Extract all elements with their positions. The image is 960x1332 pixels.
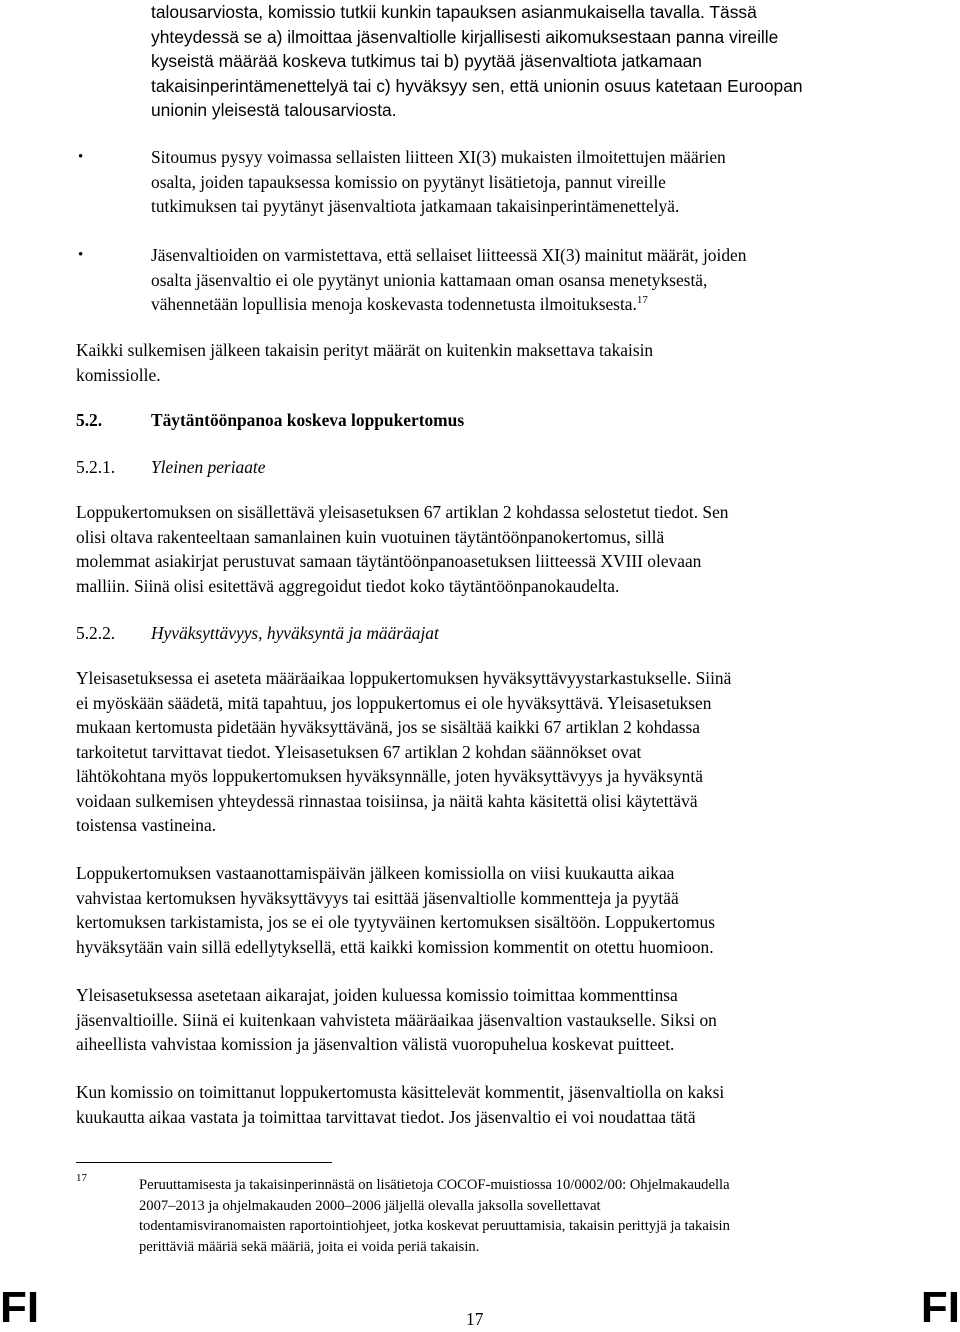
page-number: 17 [466,1309,484,1329]
bullet-line: Jäsenvaltioiden on varmistettava, että sellaiset liitteessä XI(3) mainitut määrät, joiden [151,245,747,265]
paragraph-line: Yleisasetuksessa ei aseteta määräaikaa loppukertomuksen hyväksyttävyystarkastukselle. Siinä [76,668,732,688]
intro-paragraph [151,0,885,123]
paragraph-line: Kaikki sulkemisen jälkeen takaisin perityt määrät on kuitenkin maksettava takaisin [76,340,654,360]
bullet-line: Sitoumus pysyy voimassa sellaisten liitteen XI(3) mukaisten ilmoitettujen määrien [151,147,726,167]
acceptability-paragraph [76,666,886,838]
footnote-text [139,1175,885,1257]
footnote-line: Peruuttamisesta ja takaisinperinnästä on lisätietoja COCOF-muistiossa 10/0002/00: Ohjelmakaudella [139,1177,730,1193]
section-number: 5.2.1. [76,457,116,477]
footnote-line: perittäviä määriä sekä määriä, joita ei voida periä takaisin. [139,1238,480,1255]
bullet-line: tutkimuksen tai pyytänyt jäsenvaltiota jatkamaan takaisinperintämenettelyä. [151,196,680,216]
paragraph-line: jäsenvaltioille. Siinä ei kuitenkaan vahvisteta määräaikaa jäsenvaltion vastaukselle. Siksi on [76,1009,717,1030]
final-report-paragraph [76,500,886,598]
paragraph-line: Loppukertomuksen vastaanottamispäivän jälkeen komissiolla on viisi kuukautta aikaa [76,863,675,883]
response-paragraph [76,1080,886,1129]
bullet-line: osalta jäsenvaltio ei ole pyytänyt unionia kattamaan oman osansa menetyksestä, [151,269,708,290]
paragraph-line: komissiolle. [76,364,161,385]
section-title: Hyväksyttävyys, hyväksyntä ja määräajat [151,623,439,643]
deadline-paragraph [76,861,886,959]
time-limits-paragraph [76,983,886,1057]
recovered-amounts-paragraph [76,338,886,387]
bullet-icon: • [78,247,84,263]
paragraph-line: Loppukertomuksen on sisällettävä yleisasetuksen 67 artiklan 2 kohdassa selostetut tiedot. Sen [76,502,729,522]
footnote-reference[interactable]: 17 [636,294,648,307]
paragraph-line: Kun komissio on toimittanut loppukertomusta käsittelevät kommentit, jäsenvaltiolla on kaksi [76,1082,725,1102]
paragraph-line: olisi oltava rakenteeltaan samanlainen kuin vuotuinen täytäntöönpanokertomus, sillä [76,526,665,547]
footnote-line: todentamisviranomaisten raportointiohjeet, jotka koskevat peruuttamisia, takaisin perittyjä ja takaisin [139,1218,730,1234]
bullet-line: osalta, joiden tapauksessa komissio on pyytänyt lisätietoja, pannut vireille [151,171,666,192]
paragraph-line: kuukautta aikaa vastata ja toimittaa tarvittavat tiedot. Jos jäsenvaltio ei voi noudattaa tätä [76,1106,696,1127]
section-title: Yleinen periaate [151,457,266,477]
intro-line: yhteydessä se a) ilmoittaa jäsenvaltiolle kirjallisesti aikomuksestaan panna vireille [151,26,779,47]
footnote-line: 2007–2013 ja ohjelmakauden 2000–2006 jäljellä olevalla jaksolla sovellettavat [139,1197,601,1214]
intro-line: kyseistä määrää koskeva tutkimus tai b) pyytää jäsenvaltiota jatkamaan [151,51,702,71]
paragraph-line: kertomuksen tarkistamista, jos se ei ole tyytyväinen kertomuksen sisältöön. Loppukertomus [76,912,715,932]
paragraph-line: toistensa vastineina. [76,815,217,835]
section-number: 5.2.2. [76,623,116,643]
paragraph-line: ei myöskään säädetä, mitä tapahtuu, jos loppukertomus ei ole hyväksyttävä. Yleisasetuksen [76,692,712,713]
section-number: 5.2. [76,410,103,430]
language-code-right: FI [920,1283,960,1332]
paragraph-line: tarkoitetut tarvittavat tiedot. Yleisasetuksen 67 artiklan 2 kohdan säännökset ovat [76,741,642,762]
bullet-icon: • [78,149,84,165]
bullet-text [151,145,885,219]
paragraph-line: mukaan kertomusta pidetään hyväksyttävänä, jos se sisältää kaikki 67 artiklan 2 kohdassa [76,717,700,737]
intro-line: unionin yleisestä talousarviosta. [151,100,397,120]
paragraph-line: malliin. Siinä olisi esitettävä aggregoidut tiedot koko täytäntöönpanokaudelta. [76,575,620,596]
section-title: Täytäntöönpanoa koskeva loppukertomus [151,410,465,430]
intro-line: talousarviosta, komissio tutkii kunkin tapauksen asianmukaisella tavalla. Tässä [151,2,757,22]
paragraph-line: vahvistaa kertomuksen hyväksyttävyys tai esittää jäsenvaltiolle kommentteja ja pyytää [76,887,679,908]
intro-line: takaisinperintämenettelyä tai c) hyväksyy sen, että unionin osuus katetaan Euroopan [151,75,803,96]
language-code-left: FI [0,1283,40,1332]
paragraph-line: hyväksytään vain sillä edellytyksellä, että kaikki komission kommentit on otettu huomioon. [76,936,714,957]
paragraph-line: lähtökohtana myös loppukertomuksen hyväksynnälle, joten hyväksyttävyys ja hyväksyntä [76,766,703,786]
paragraph-line: voidaan sulkemisen yhteydessä rinnastaa toisiinsa, ja näitä kahta käsitettä olisi käytettävä [76,790,698,811]
bullet-line: vähennetään lopullisia menoja koskevasta todennetusta ilmoituksesta. [151,294,637,314]
footnote-separator [76,1162,332,1163]
footnote-number: 17 [76,1172,87,1184]
paragraph-line: molemmat asiakirjat perustuvat samaan täytäntöönpanoasetuksen liitteessä XVIII olevaan [76,551,702,571]
paragraph-line: aiheellista vahvistaa komission ja jäsenvaltion välistä vuoropuhelua koskevat puitteet. [76,1034,675,1054]
paragraph-line: Yleisasetuksessa asetetaan aikarajat, joiden kuluessa komissio toimittaa kommenttinsa [76,985,678,1005]
bullet-text [151,243,885,317]
